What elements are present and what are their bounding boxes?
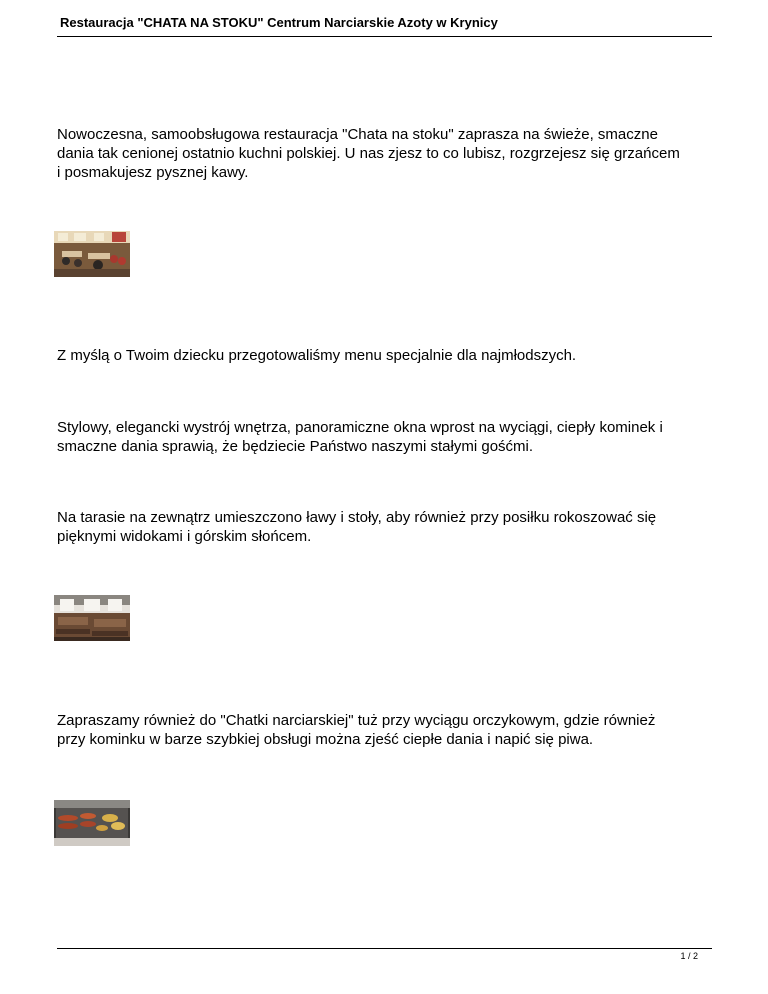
paragraph-terrace: Na tarasie na zewnątrz umieszczono ławy i stoły, aby również przy posiłku rokoszować się pięknymi widokami i górskim słońcem. (57, 509, 657, 545)
paragraph-ski-hut: Zapraszamy również do "Chatki narciarskiej" tuż przy wyciągu orczykowym, gdzie również przy kominku w barze szybkiej obsługi można zjeść ciepłe dania i napić się piwa. (57, 712, 656, 748)
paragraph-interior: Stylowy, elegancki wystrój wnętrza, panoramiczne okna wprost na wyciągi, ciepły kominek i smaczne dania sprawią, że będziecie Państwo naszymi stałymi gośćmi. (57, 419, 663, 455)
page-number: 1 / 2 (680, 951, 698, 961)
terrace-tables-photo (54, 595, 130, 641)
grilled-food-photo (54, 800, 130, 846)
restaurant-interior-photo (54, 231, 130, 277)
document-title: Restauracja "CHATA NA STOKU" Centrum Narciarskie Azoty w Krynicy (60, 15, 498, 30)
paragraph-intro: Nowoczesna, samoobsługowa restauracja "Chata na stoku" zaprasza na świeże, smaczne dania tak cenionej ostatnio kuchni polskiej. U nas zjesz to co lubisz, rozgrzejesz się grzańcem i posmakujesz pysznej kawy. (57, 126, 680, 181)
page-header (57, 12, 712, 37)
paragraph-kids-menu: Z myślą o Twoim dziecku przegotowaliśmy menu specjalnie dla najmłodszych. (57, 347, 577, 364)
page-footer (57, 948, 712, 961)
